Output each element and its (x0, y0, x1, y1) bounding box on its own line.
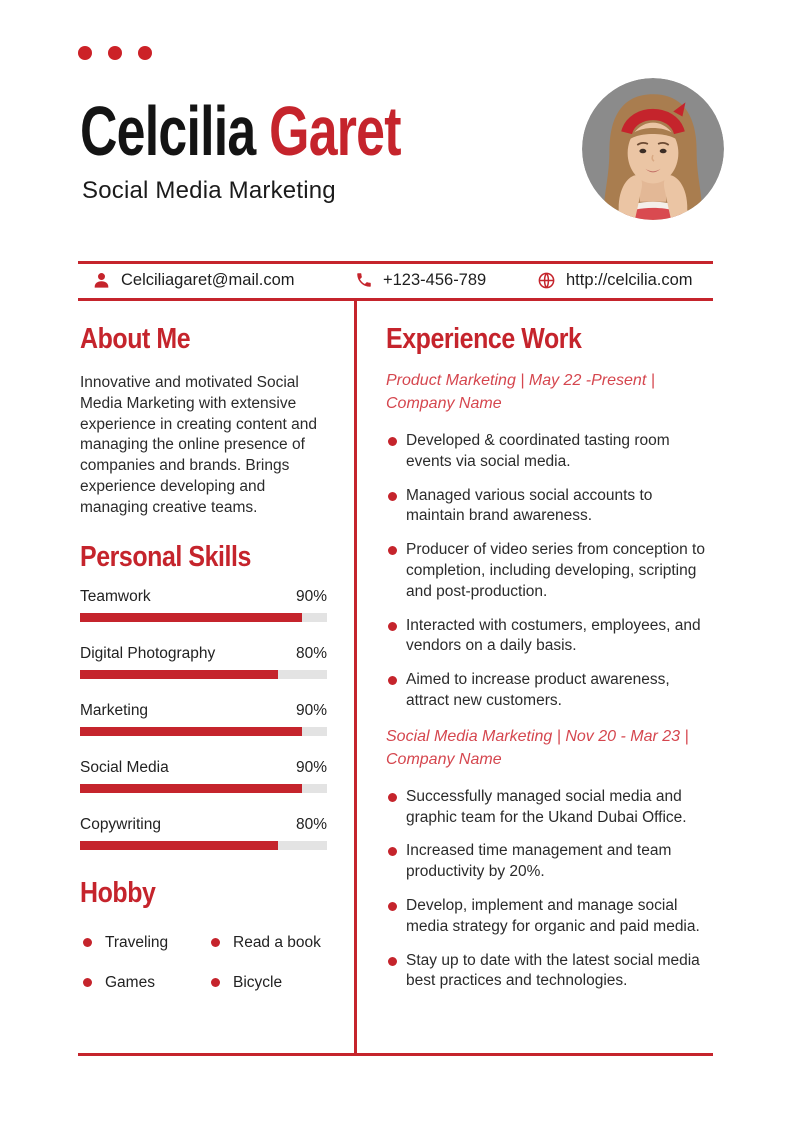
skill-label: Digital Photography (80, 644, 216, 662)
skill-bar-track (80, 784, 327, 793)
job-bullet-list (386, 431, 712, 712)
hobby-list (80, 934, 327, 992)
hobby-label: Games (105, 973, 155, 991)
bullet-text: Aimed to increase product awareness, attract new customers. (406, 671, 670, 709)
experience-bullet (386, 787, 712, 829)
skill-bar-fill (80, 670, 278, 679)
bullet-icon (388, 492, 397, 501)
decorative-dots (78, 46, 152, 60)
contact-website-text: http://celcilia.com (566, 270, 693, 289)
contact-email[interactable] (92, 262, 295, 298)
globe-icon (537, 271, 556, 290)
first-name: Celcilia (80, 92, 256, 170)
bullet-icon (388, 902, 397, 911)
last-name: Garet (269, 92, 401, 170)
bullet-text: Increased time management and team productivity by 20%. (406, 842, 672, 881)
contact-phone-text: +123-456-789 (383, 270, 487, 289)
bullet-icon (388, 676, 397, 685)
skill-percentage: 90% (295, 701, 327, 719)
experience-bullet (386, 896, 712, 938)
skill-label: Copywriting (80, 815, 161, 833)
skill-bar-fill (80, 727, 302, 736)
experience-bullet (386, 670, 712, 712)
skill-row (80, 702, 327, 759)
experience-bullet (386, 841, 712, 883)
decorative-dot (138, 46, 152, 60)
skill-bar-track (80, 727, 327, 736)
skill-bar-track (80, 613, 327, 622)
bullet-text: Developed & coordinated tasting room events via social media. (406, 432, 670, 470)
contact-website[interactable] (537, 262, 693, 298)
decorative-dot (108, 46, 122, 60)
skill-row-header (80, 816, 327, 834)
skill-row-header (80, 759, 327, 777)
decorative-dot (78, 46, 92, 60)
skill-row (80, 645, 327, 702)
bullet-icon (388, 546, 397, 555)
bullet-icon (388, 622, 397, 631)
skill-percentage: 80% (295, 815, 327, 833)
section-title-about: About Me (80, 323, 191, 355)
bullet-text: Successfully managed social media and graphic team for the Ukand Dubai Office. (406, 787, 687, 826)
skill-percentage: 80% (295, 644, 327, 662)
job-heading: Product Marketing | May 22 -Present | Company Name (386, 372, 655, 412)
skill-label: Teamwork (80, 587, 151, 605)
skill-row-header (80, 588, 327, 606)
bullet-icon (211, 938, 220, 947)
skill-bar-fill (80, 841, 278, 850)
hobby-item (80, 974, 208, 992)
column-divider (354, 301, 357, 1053)
bullet-text: Managed various social accounts to maintain brand awareness. (406, 486, 653, 525)
contact-phone[interactable] (355, 262, 486, 298)
hobby-label: Read a book (233, 933, 321, 951)
bullet-icon (388, 847, 397, 856)
profile-photo-illustration (582, 78, 724, 220)
job-bullet-list (386, 787, 712, 992)
bullet-text: Producer of video series from conception to completion, including developing, scripting and post-production. (406, 541, 705, 600)
job-section (386, 725, 712, 992)
section-title-hobby: Hobby (80, 876, 156, 909)
bullet-icon (211, 978, 220, 987)
skill-bar-fill (80, 784, 302, 793)
bullet-text: Stay up to date with the latest social media best practices and technologies. (406, 951, 700, 990)
hobby-label: Traveling (105, 933, 169, 951)
skill-percentage: 90% (295, 587, 327, 605)
page-title (80, 92, 401, 170)
bullet-icon (388, 957, 397, 966)
bullet-icon (388, 437, 397, 446)
left-column (80, 322, 327, 992)
hobby-item (208, 934, 327, 952)
right-column (386, 322, 712, 1005)
job-heading: Social Media Marketing | Nov 20 - Mar 23 | Company Name (386, 727, 689, 768)
contact-email-text: Celciliagaret@mail.com (121, 270, 295, 289)
skill-label: Social Media (80, 758, 169, 776)
skill-percentage: 90% (295, 758, 327, 776)
job-title-subtitle: Social Media Marketing (82, 177, 336, 204)
skill-row (80, 588, 327, 645)
hobby-item (80, 934, 208, 952)
profile-photo (582, 78, 724, 220)
about-text: Innovative and motivated Social Media Marketing with extensive experience in creating content and managing the online presence of companies and brands. Brings experience developing and managing creative teams. (80, 374, 317, 516)
person-icon (92, 271, 111, 290)
experience-bullet (386, 951, 712, 993)
skill-row-header (80, 645, 327, 663)
skill-bar-fill (80, 613, 302, 622)
section-title-experience: Experience Work (386, 323, 582, 355)
skill-row-header (80, 702, 327, 720)
skill-bar-track (80, 841, 327, 850)
bullet-text: Interacted with costumers, employees, and vendors on a daily basis. (406, 616, 701, 655)
hobby-item (208, 974, 327, 992)
phone-icon (355, 271, 373, 289)
skill-bar-track (80, 670, 327, 679)
bottom-rule (78, 1053, 713, 1056)
skill-label: Marketing (80, 701, 149, 719)
job-section (386, 369, 712, 712)
contact-bar-bottom-rule (78, 298, 713, 301)
hobby-label: Bicycle (233, 973, 283, 991)
section-title-skills: Personal Skills (80, 540, 251, 573)
skill-row (80, 759, 327, 816)
bullet-icon (388, 793, 397, 802)
experience-bullet (386, 540, 712, 602)
experience-bullet (386, 431, 712, 473)
experience-bullet (386, 486, 712, 528)
skills-list (80, 588, 327, 873)
bullet-icon (83, 978, 92, 987)
bullet-text: Develop, implement and manage social media strategy for organic and paid media. (406, 896, 700, 935)
skill-row (80, 816, 327, 873)
experience-bullet (386, 616, 712, 658)
bullet-icon (83, 938, 92, 947)
